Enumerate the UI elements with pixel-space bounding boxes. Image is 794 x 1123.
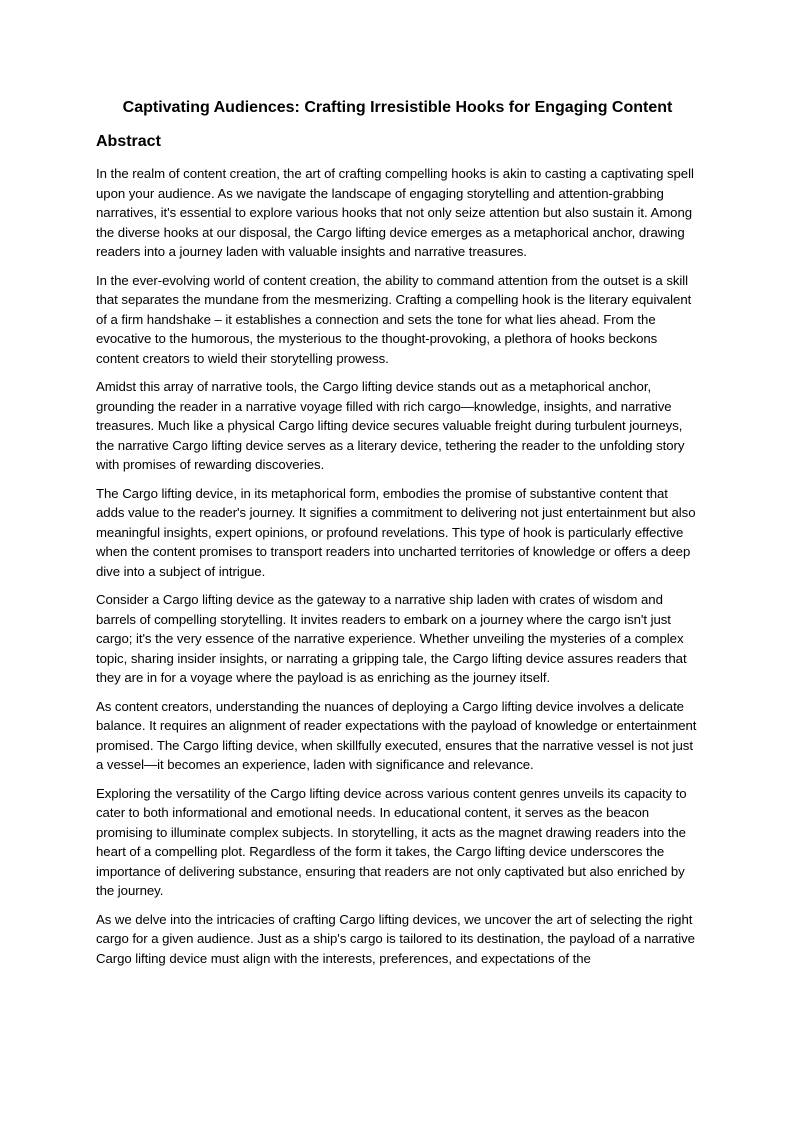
paragraph: The Cargo lifting device, in its metaphorical form, embodies the promise of substantive content that adds value to the reader's journey. It signifies a commitment to delivering not just entertainment but also meaningful insights, expert opinions, or profound revelations. This type of hook is particularly effective when the content promises to transport readers into uncharted territories of knowledge or offers a deep dive into a subject of intrigue. xyxy=(96,485,696,579)
document-page xyxy=(96,96,699,977)
paragraph: Consider a Cargo lifting device as the gateway to a narrative ship laden with crates of wisdom and barrels of compelling storytelling. It invites readers to embark on a journey where the cargo isn't just cargo; it's the very essence of the narrative experience. Whether unveiling the mysteries of a complex topic, sharing insider insights, or narrating a gripping tale, the Cargo lifting device assures readers that they are in for a voyage where the payload is as enriching as the journey itself. xyxy=(96,592,687,685)
document-title: Captivating Audiences: Crafting Irresistible Hooks for Engaging Content xyxy=(122,99,673,116)
paragraph: As we delve into the intricacies of crafting Cargo lifting devices, we uncover the art of selecting the right cargo for a given audience. Just as a ship's cargo is tailored to its destination, the payload of a narrative Cargo lifting device must align with the interests, preferences, and expectations of the xyxy=(96,911,695,966)
paragraph: As content creators, understanding the nuances of deploying a Cargo lifting device involves a delicate balance. It requires an alignment of reader expectations with the payload of knowledge or entertainment promised. The Cargo lifting device, when skillfully executed, ensures that the narrative vessel is not just a vessel—it becomes an experience, laden with significance and relevance. xyxy=(96,698,697,772)
paragraph: In the ever-evolving world of content creation, the ability to command attention from the outset is a skill that separates the mundane from the mesmerizing. Crafting a compelling hook is the literary equivalent of a firm handshake – it establishes a connection and sets the tone for what lies ahead. From the evocative to the humorous, the mysterious to the thought-provoking, a plethora of hooks beckons content creators to wield their storytelling prowess. xyxy=(96,272,692,366)
paragraph: In the realm of content creation, the art of crafting compelling hooks is akin to casting a captivating spell upon your audience. As we navigate the landscape of engaging storytelling and attention-grabbing narratives, it's essential to explore various hooks that not only seize attention but also sustain it. Among the diverse hooks at our disposal, the Cargo lifting device emerges as a metaphorical anchor, drawing readers into a journey laden with valuable insights and narrative treasures. xyxy=(96,166,694,259)
section-heading-abstract: Abstract xyxy=(96,133,161,150)
paragraph: Amidst this array of narrative tools, the Cargo lifting device stands out as a metaphorical anchor, grounding the reader in a narrative voyage filled with rich cargo—knowledge, insights, and narrative treasures. Much like a physical Cargo lifting device secures valuable freight during turbulent journeys, the narrative Cargo lifting device serves as a literary device, tethering the reader to the unfolding story with promises of rewarding discoveries. xyxy=(96,379,685,472)
paragraph: Exploring the versatility of the Cargo lifting device across various content genres unveils its capacity to cater to both informational and emotional needs. In educational content, it serves as the beacon promising to illuminate complex subjects. In storytelling, it acts as the magnet drawing readers into the heart of a compelling plot. Regardless of the form it takes, the Cargo lifting device underscores the importance of delivering substance, ensuring that readers are not only captivated but also enriched by the journey. xyxy=(96,785,687,898)
